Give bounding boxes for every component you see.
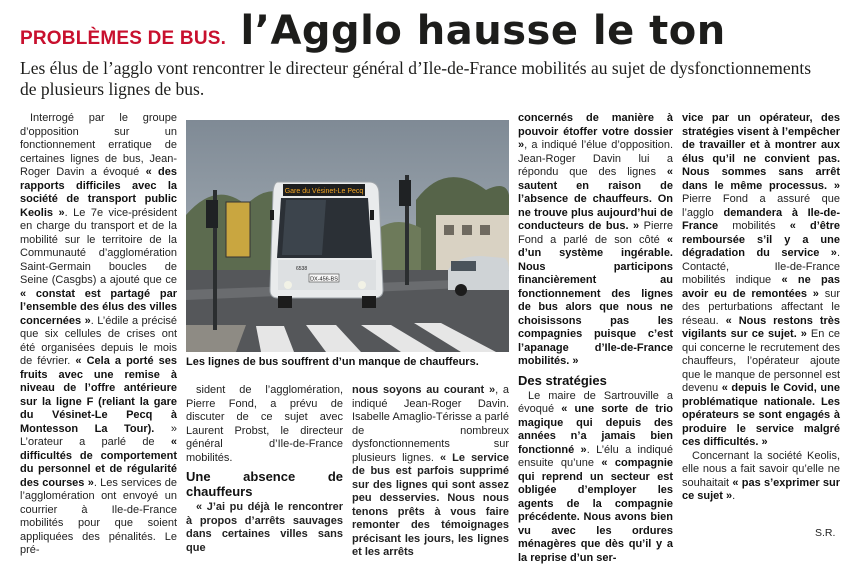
- body-text: Concernant la société Keolis, elle nous a fait savoir qu’elle ne souhaitait: [682, 450, 840, 489]
- quote-text: « d’être remboursée s’il y a une dégradation du service »: [682, 220, 840, 259]
- col3-paragraph: [352, 384, 509, 560]
- author-signature: S.R.: [815, 527, 835, 539]
- col2-paragraph: [186, 384, 343, 465]
- column-2: [186, 384, 343, 544]
- article-kicker: PROBLÈMES DE BUS.: [20, 28, 226, 50]
- col5b-paragraph: [682, 450, 840, 504]
- col4b-paragraph: [518, 390, 673, 565]
- body-text: , a indiqué l’élue d’opposition. Jean-Roger Davin lui a répondu que des lignes: [518, 139, 673, 178]
- body-text: En ce qui concerne le recrutement des chauffeurs, l’opérateur ajoute que le manque de personnel est devenu: [682, 328, 840, 394]
- bus-destination-display: Gare du Vésinet-Le Pecq: [285, 188, 364, 195]
- body-text: Pierre Fond a assuré que l’agglo: [682, 193, 840, 219]
- article-title: l’Agglo hausse le ton: [241, 8, 726, 54]
- quote-text: demandera à Ile-de-France: [682, 207, 840, 233]
- bus-number: 6538: [296, 266, 307, 272]
- headline: [20, 8, 840, 54]
- column-4: [518, 112, 673, 544]
- quote-text: concernés de manière à pouvoir étoffer votre dossier »: [518, 112, 673, 151]
- column-5: [682, 112, 840, 544]
- column-3: [352, 384, 509, 544]
- quote-text: « Le service de bus est parfois supprimé sur des lignes qui sont assez peu desservies. Nous nous tenons prêts à vous faire remonter des témoignages précisant les jours, les lignes et les arrêts: [352, 452, 509, 559]
- col1-paragraph: [20, 112, 177, 558]
- body-text: .: [732, 490, 735, 502]
- quote-text: « ne pas avoir eu de remontées »: [682, 274, 840, 300]
- quote-text: « sautent en raison de l’absence de chauffeurs. On ne trouve plus aujourd’hui de conducteurs de bus. »: [518, 166, 673, 232]
- bus-illustration: [186, 120, 509, 352]
- bus-plate: DX-456-BS: [310, 277, 338, 283]
- quote-text: vice par un opérateur, des stratégies visent à l’empêcher de travailler et à montrer aux élus qu’il ne convient pas. Nous sommes sans arrêt dans le même processus. »: [682, 112, 840, 192]
- col4-paragraph: [518, 112, 673, 369]
- body-text: Le maire de Sartrouville a évoqué: [518, 390, 673, 416]
- body-text: » L’orateur a parlé de: [20, 423, 177, 449]
- body-text: . L’édile a précisé que six cellules de crises ont été organisées depuis le mois de février.: [20, 315, 177, 368]
- body-text: sident de l’agglomération, Pierre Fond, a prévu de discuter de ce sujet avec Laurent Probst, le directeur général d’Ile-de-France mobilités.: [186, 384, 343, 464]
- body-text: mobilités: [718, 220, 790, 232]
- body-text: . L’élu a indiqué ensuite qu’une: [518, 444, 673, 470]
- body-text: , a indiqué Jean-Roger Davin. Isabelle Amaglio-Térisse a parlé de nombreux dysfonctionnements sur plusieurs lignes.: [352, 384, 509, 464]
- subhead-strategies: Des stratégies: [518, 373, 673, 388]
- article-lead: Les élus de l’agglo vont rencontrer le directeur général d’Ile-de-France mobilités au sujet de dysfonctionnements de plusieurs lignes de bus.: [20, 58, 830, 100]
- body-text: Interrogé par le groupe d’opposition sur un fonctionnement erratique de certaines lignes de bus, Jean-Roger Davin a évoqué: [20, 112, 177, 178]
- body-text: . Contacté, Ile-de-France mobilités indique: [682, 247, 840, 286]
- column-1: [20, 112, 177, 544]
- subhead-absence: Une absence de chauffeurs: [186, 469, 343, 499]
- quote-text: « depuis le Covid, une problématique nationale. Les opérateurs se sont engagés à produire le service malgré ces difficultés. »: [682, 382, 840, 448]
- quote-text: « difficultés de comportement du personnel et de régularité des courses »: [20, 436, 177, 489]
- quote-text: « pas s’exprimer sur ce sujet »: [682, 477, 840, 503]
- body-text: . Les services de l’agglomération ont envoyé un courrier à Ile-de-France mobilités pour que soient appliquées des pénalités. Le pré-: [20, 477, 177, 557]
- quote-text: nous soyons au courant »: [352, 384, 495, 396]
- bus-icon: [270, 182, 383, 308]
- quote-text: « Nous restons très vigilants sur ce sujet. »: [682, 315, 840, 341]
- quote-text: « Cela a porté ses fruits avec une remise à niveau de l’offre antérieure sur la ligne F (reliant la gare du Vésinet-Le Pecq à Montesson La Tour).: [20, 355, 177, 435]
- col5-paragraph: [682, 112, 840, 450]
- col2b-paragraph: [186, 501, 343, 555]
- quote-text: « J’ai pu déjà le rencontrer à propos d’arrêts sauvages dans certaines villes sans que: [186, 501, 343, 554]
- photo-caption: Les lignes de bus souffrent d’un manque de chauffeurs.: [186, 356, 509, 368]
- quote-text: « des rapports difficiles avec la société de transport public Keolis »: [20, 166, 177, 219]
- quote-text: « constat est partagé par l’ensemble des élus des villes concernées »: [20, 288, 177, 327]
- body-text: . Le 7e vice-président en charge du transport et de la mobilité sur le territoire de la Communauté d’agglomération Saint-Germain boucles de Seine (Casgbs) a ajouté que ce: [20, 207, 177, 287]
- body-text: Pierre Fond a parlé de son côté: [518, 220, 673, 246]
- bus-photo: [186, 120, 509, 352]
- quote-text: « une sorte de trio magique qui depuis des années n’a jamais bien fonctionné »: [518, 403, 673, 456]
- quote-text: « d’un système ingérable. Nous participons financièrement au fonctionnement des lignes de bus alors que nous ne choisissons pas les compagnies puisque c’est l’apanage d’Ile-de-France mobilités. »: [518, 234, 673, 368]
- body-text: sur des perturbations affectant le réseau.: [682, 288, 840, 327]
- quote-text: « compagnie qui reprend un secteur est obligée d’employer les agents de la compagnie précédente. Nous avons bien vu avec les ordures ménagères que dès qu’il y a la reprise d’un ser-: [518, 457, 673, 564]
